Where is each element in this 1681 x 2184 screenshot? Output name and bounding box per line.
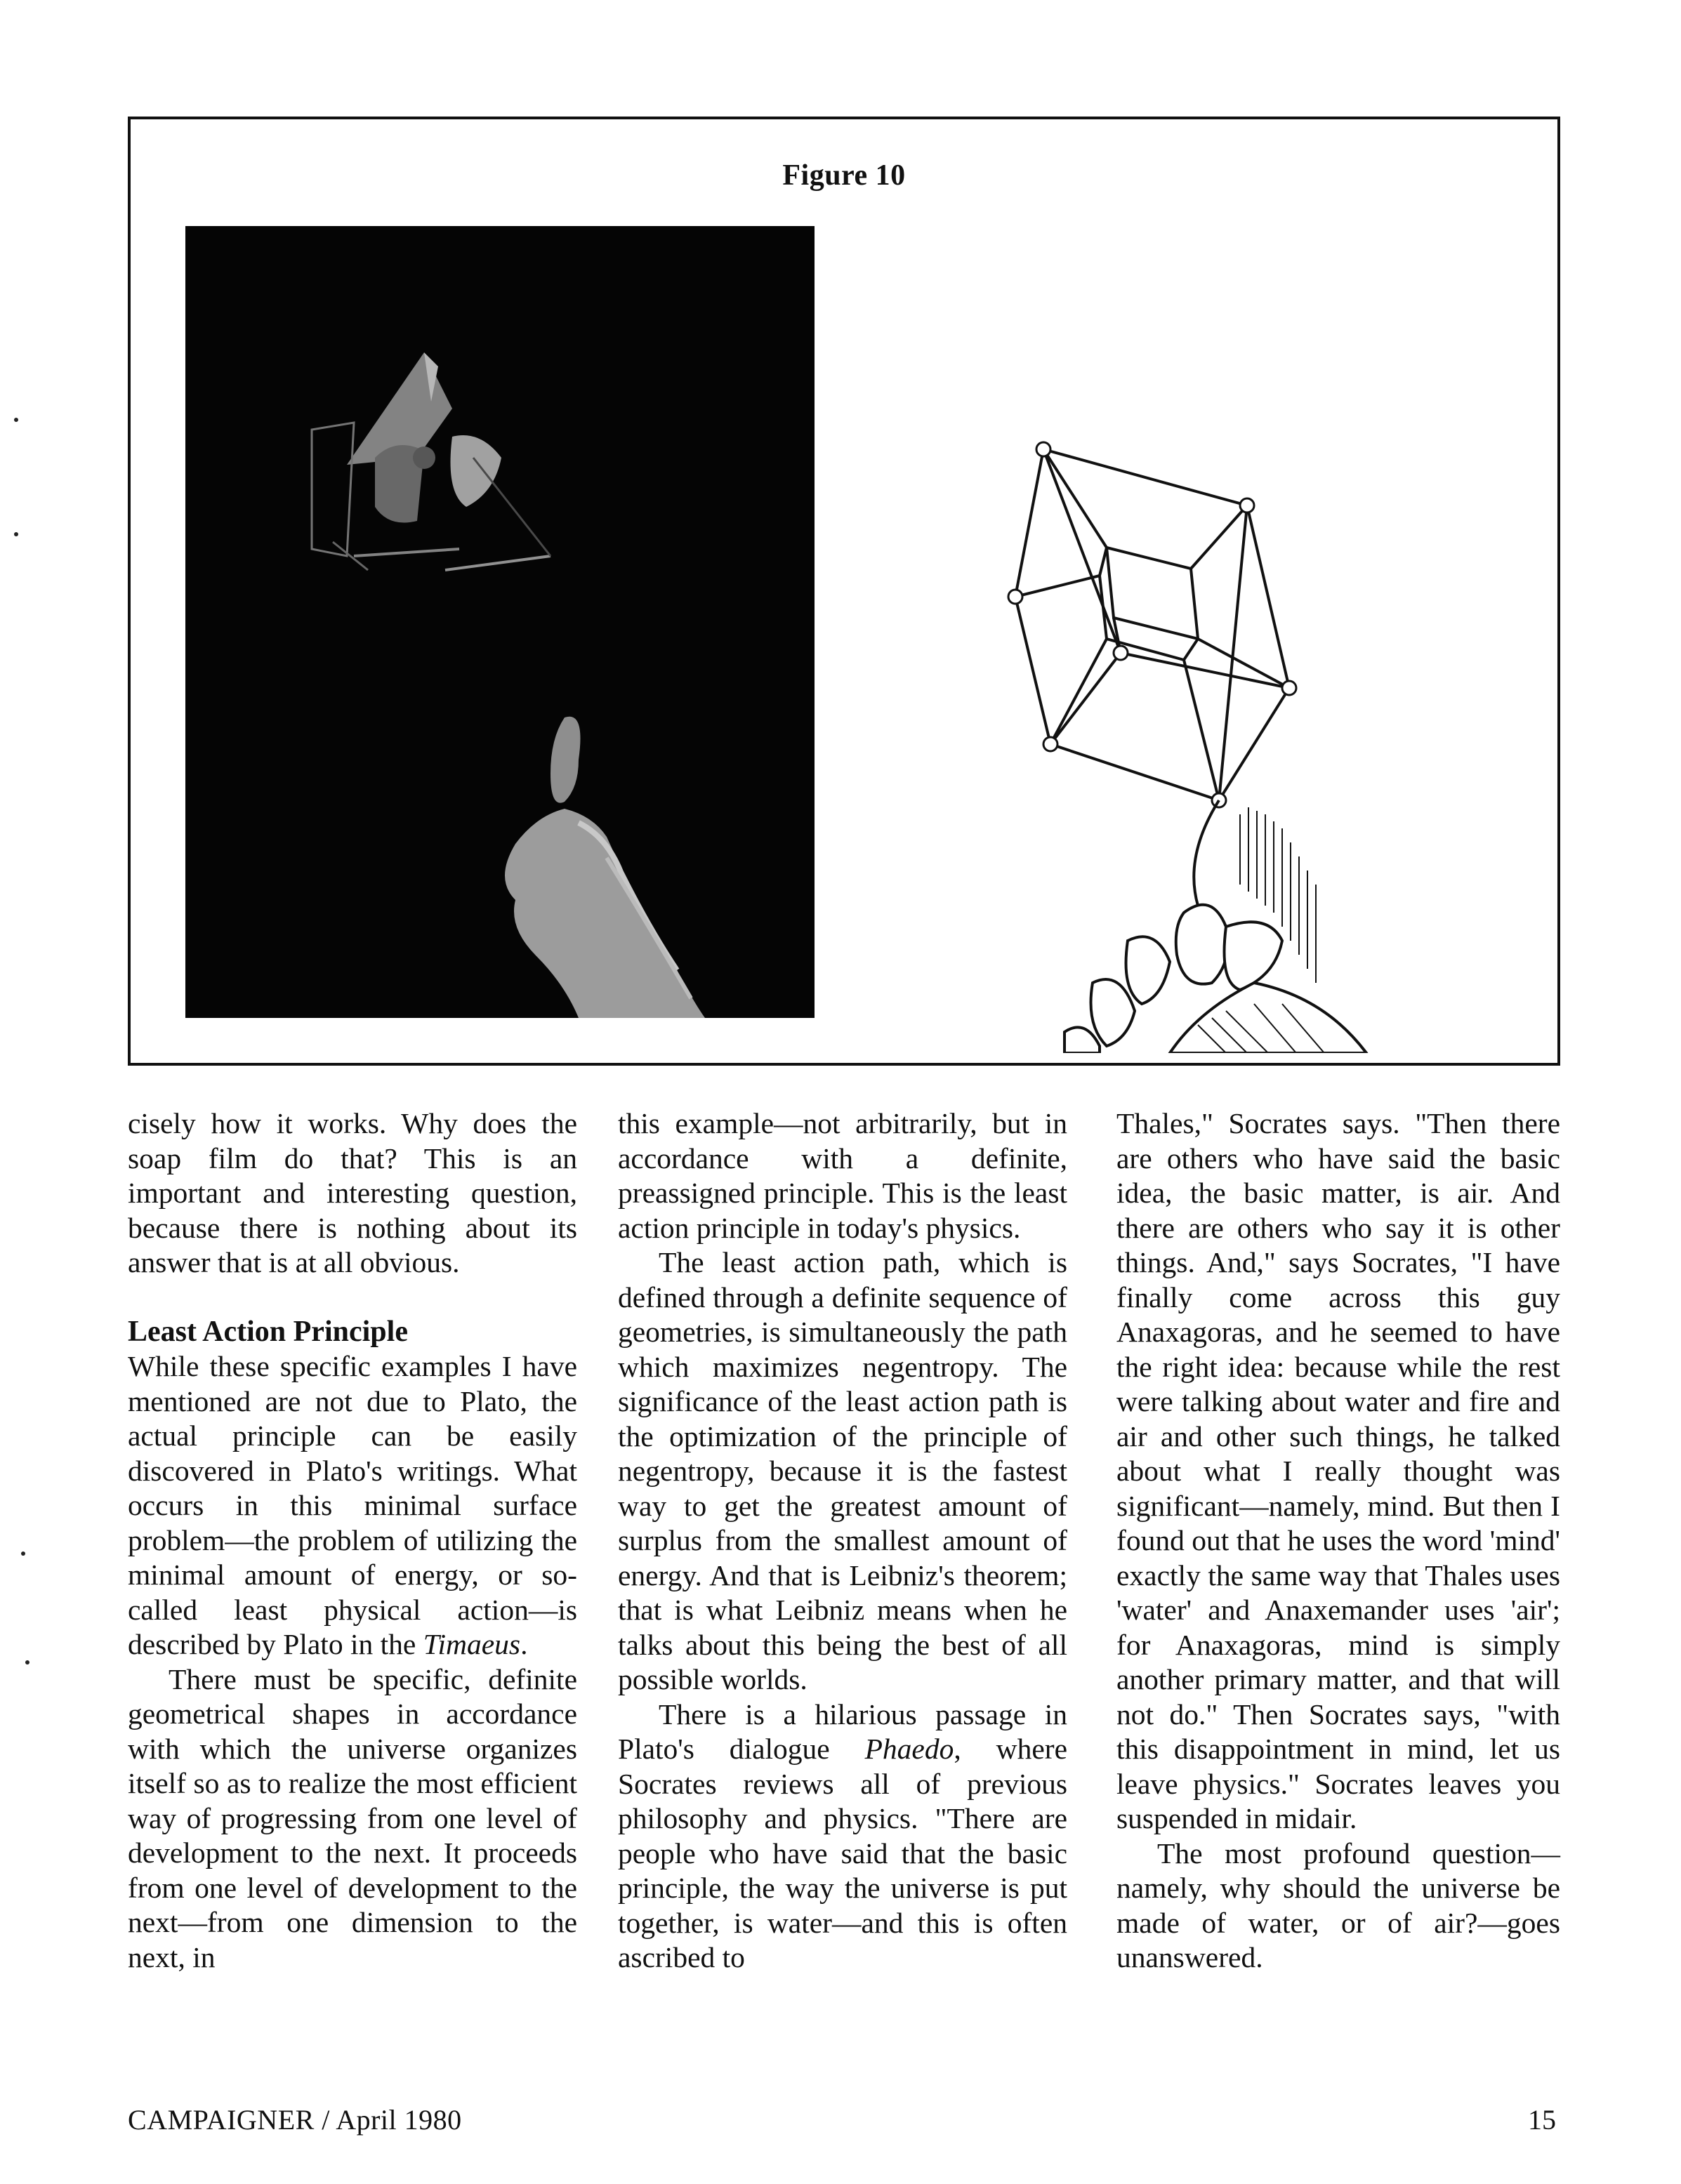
publication-footer: CAMPAIGNER / April 1980 — [128, 2104, 462, 2136]
section-heading: Least Action Principle — [128, 1315, 408, 1348]
paragraph-text: There is a hilarious passage in Plato's dialogue — [618, 1697, 1067, 1765]
figure-frame — [128, 117, 1560, 1066]
margin-dot — [14, 418, 18, 422]
soap-film-photo-image — [185, 226, 815, 1018]
hypercube-drawing-image — [833, 309, 1507, 1053]
paragraph: this example—not arbitrarily, but in accordance with a definite, preassigned principle. This is the least action principle in today's physics. — [618, 1107, 1067, 1244]
book-title: Phaedo — [864, 1733, 954, 1765]
paragraph: The most profound question—namely, why should the universe be made of water, or of air?—goes unanswered. — [1116, 1836, 1560, 1973]
margin-dot — [25, 1660, 29, 1665]
paragraph — [128, 1349, 577, 1662]
margin-dot — [21, 1551, 25, 1556]
book-title: Timaeus — [423, 1628, 521, 1660]
text-column-3 — [1116, 1106, 1560, 1975]
paragraph-text: While these specific examples I have mentioned are not due to Plato, the actual principle can be easily discovered in Plato's writings. What occurs in this minimal surface problem—the problem of utilizing the minimal amount of energy, or so-called least physical action—is described by Plato in the — [128, 1350, 577, 1660]
soap-film-photo — [185, 226, 815, 1018]
paragraph — [618, 1697, 1067, 1975]
text-column-2 — [618, 1106, 1067, 1975]
paragraph: There must be specific, definite geometrical shapes in accordance with which the universe organizes itself so as to realize the most efficient way of progressing from one level of development to the next. It proceeds from one level of development to the next—from one dimension to the next, in — [128, 1662, 577, 1973]
paragraph: cisely how it works. Why does the soap film do that? This is an important and interesting question, because there is nothing about its answer that is at all obvious. — [128, 1107, 577, 1278]
paragraph-text: , where Socrates reviews all of previous philosophy and physics. "There are people who have said that the basic principle, the way the universe is put together, is water—and this is often ascribed to — [618, 1733, 1067, 1973]
paragraph: Thales," Socrates says. "Then there are others who have said the basic idea, the basic matter, is air. And there are others who say it is other things. And," says Socrates, "I have finally come across this guy Anaxagoras, and he seemed to have the right idea: because while the rest were talking about water and fire and air and other such things, he talked about what I really thought was significant—namely, mind. But then I found out that he uses the word 'mind' exactly the same way that Thales uses 'water' and Anaxemander uses 'air'; for Anaxagoras, mind is simply another primary matter, and that will not do." Then Socrates says, "with this disappointment in mind, let us leave physics." Socrates leaves you suspended in midair. — [1116, 1107, 1560, 1834]
paragraph: The least action path, which is defined through a definite sequence of geometries, is simultaneously the path which maximizes negentropy. The significance of the least action path is the optimization of the principle of negentropy, because it is the fastest way to get the greatest amount of surplus from the smallest amount of energy. And that is Leibniz's theorem; that is what Leibniz means when he talks about this being the best of all possible worlds. — [618, 1246, 1067, 1695]
page-number: 15 — [1528, 2104, 1556, 2136]
paragraph-text: . — [520, 1628, 528, 1660]
hypercube-drawing — [833, 309, 1507, 1053]
margin-dot — [14, 532, 18, 536]
text-column-1 — [128, 1106, 577, 1975]
figure-title: Figure 10 — [782, 159, 906, 192]
